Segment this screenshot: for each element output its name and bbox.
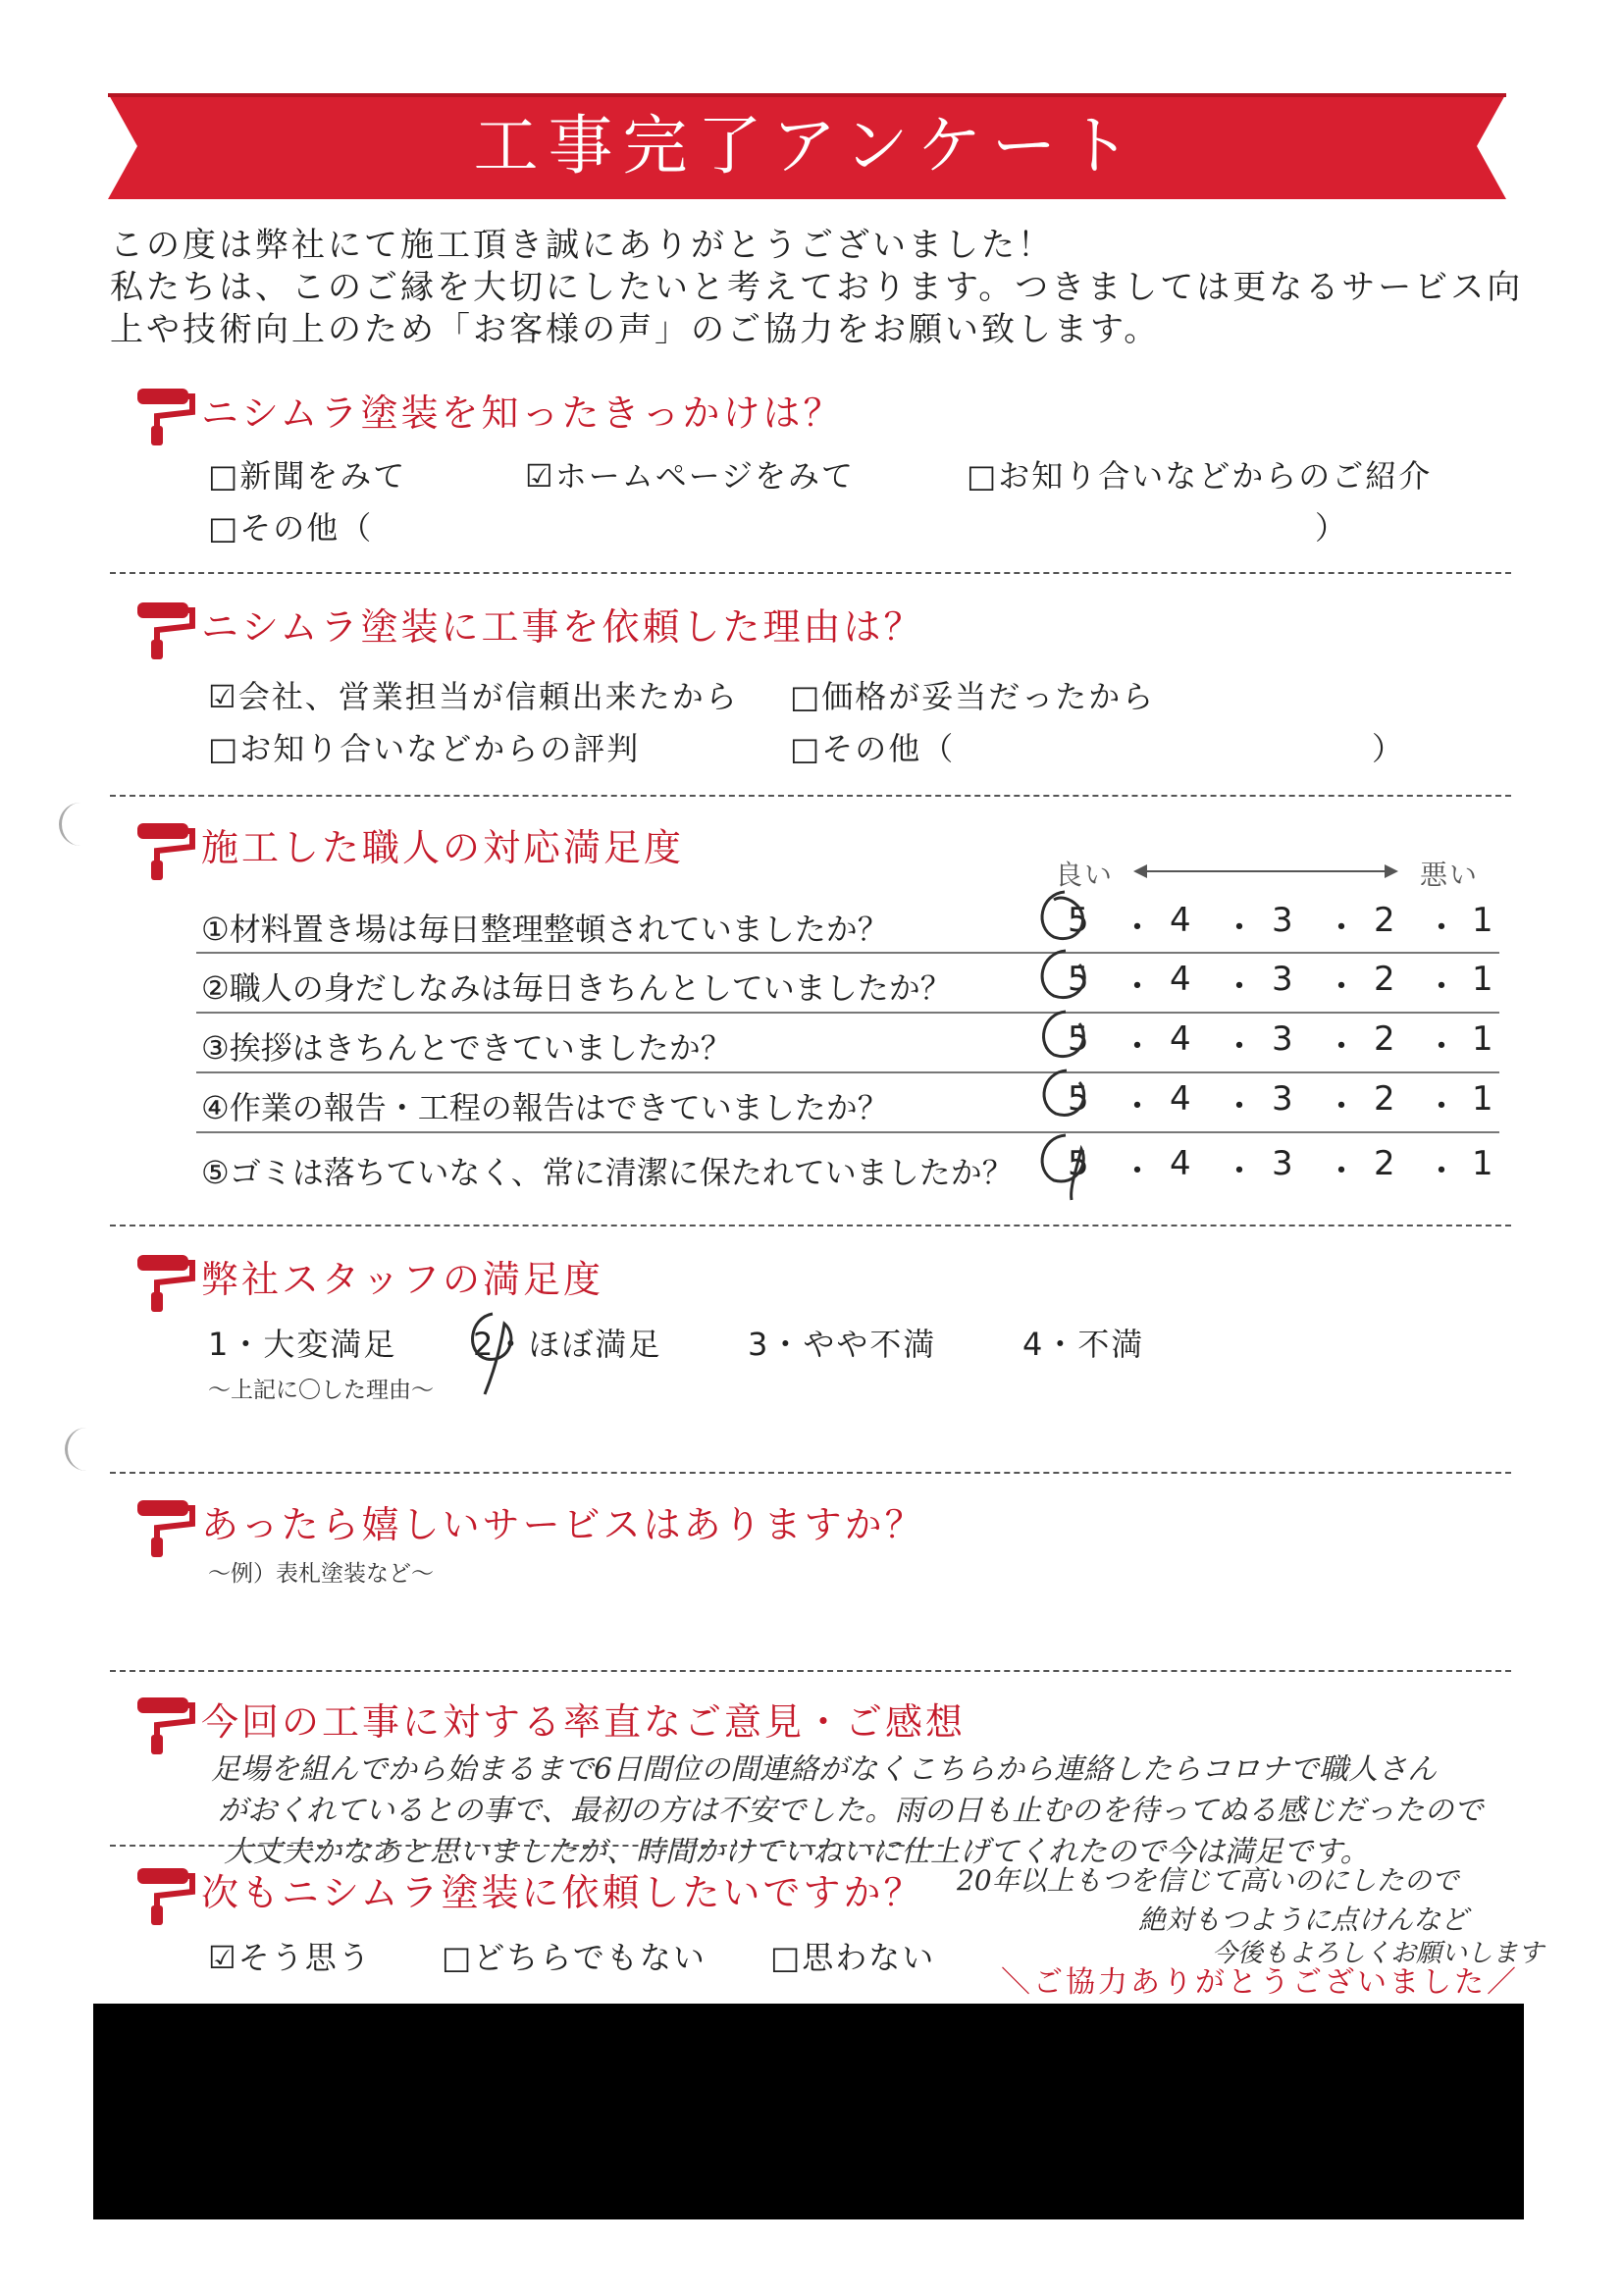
option-price[interactable]: □価格が妥当だったから [790, 678, 1156, 715]
scale-separator: ・ [1325, 1087, 1366, 1126]
intro-line-3: 上や技術向上のため「お客様の声」のご協力をお願い致します。 [110, 310, 1161, 349]
option-homepage[interactable]: ☑ホームページをみて [525, 457, 856, 495]
scale-separator: ・ [1121, 909, 1162, 948]
scale-option-q2-5[interactable]: 5 [1068, 960, 1097, 999]
scale-option-q4-1[interactable]: 1 [1472, 1079, 1501, 1119]
scale-separator: ・ [1223, 1152, 1264, 1191]
scale-separator: ・ [1425, 1087, 1466, 1126]
scale-option-q2-4[interactable]: 4 [1170, 960, 1199, 999]
thanks-message: ＼ご協力ありがとうございました／ [1001, 1965, 1519, 2000]
question-row-line [196, 1012, 1499, 1014]
paint-roller-icon [135, 1864, 196, 1927]
section-divider [110, 1225, 1511, 1226]
paint-roller-icon [135, 1694, 196, 1756]
scale-separator: ・ [1223, 967, 1264, 1007]
option-other[interactable]: □その他（ [790, 730, 956, 767]
scale-separator: ・ [1223, 1027, 1264, 1067]
section-divider [110, 1670, 1511, 1672]
scale-separator: ・ [1325, 967, 1366, 1007]
section-title-opinion: 今回の工事に対する率直なご意見・ご感想 [201, 1700, 967, 1744]
scale-separator: ・ [1121, 1087, 1162, 1126]
question-row-line [196, 952, 1499, 954]
scale-separator: ・ [1121, 1152, 1162, 1191]
question-2: ②職人の身だしなみは毎日きちんとしていましたか？ [201, 969, 952, 1007]
service-example: ～例）表札塗装など～ [208, 1561, 434, 1587]
scale-separator: ・ [1121, 1027, 1162, 1067]
option-trust[interactable]: ☑会社、営業担当が信頼出来たから [208, 678, 739, 715]
scale-option-q4-4[interactable]: 4 [1170, 1079, 1199, 1119]
paint-roller-icon [135, 1496, 196, 1559]
handwritten-line-2: がおくれているとの事で、最初の方は不安でした。雨の日も止むのを待ってぬる感じだったので [218, 1794, 1484, 1828]
section-divider [110, 1472, 1511, 1474]
scale-option-q2-1[interactable]: 1 [1472, 960, 1501, 999]
scale-separator: ・ [1425, 1152, 1466, 1191]
checked-box-icon: ☑ [208, 678, 238, 715]
intro-line-1: この度は弊社にて施工頂き誠にありがとうございました！ [110, 226, 1054, 265]
scale-option-q1-3[interactable]: 3 [1272, 901, 1301, 940]
checked-box-icon: ☑ [525, 457, 555, 495]
section-title-reason: ニシムラ塗装に工事を依頼した理由は？ [201, 605, 924, 649]
question-1: ①材料置き場は毎日整理整頓されていましたか？ [201, 911, 889, 948]
handwritten-line-6: 今後もよろしくお願いします [1212, 1939, 1544, 1968]
staff-option-1[interactable]: 1・大変満足 [208, 1326, 397, 1363]
paint-roller-icon [135, 599, 196, 661]
option-yes[interactable]: ☑そう思う [208, 1939, 372, 1976]
question-row-line [196, 1131, 1499, 1133]
handwritten-line-5: 絶対もつように点けんなど [1138, 1904, 1469, 1936]
handwritten-line-3: 大丈夫かなあと思いましたが、時間かけていねいに仕上げてくれたので今は満足です。 [224, 1835, 1370, 1869]
section-divider [110, 572, 1511, 574]
handwritten-line-4: 20年以上もつを信じて高いのにしたので [957, 1864, 1459, 1897]
scale-good-label: 良い [1055, 859, 1115, 891]
section-title-craftsman: 施工した職人の対応満足度 [201, 826, 685, 869]
staff-option-4[interactable]: 4・不満 [1022, 1326, 1145, 1363]
section-divider [110, 1845, 944, 1847]
scale-separator: ・ [1325, 1027, 1366, 1067]
handwritten-line-1: 足場を組んでから始まるまで6日間位の間連絡がなくこちらから連絡したらコロナで職人さん [211, 1752, 1438, 1787]
scale-option-q4-3[interactable]: 3 [1272, 1079, 1301, 1119]
intro-line-2: 私たちは、このご縁を大切にしたいと考えております。つきましては更なるサービス向 [110, 268, 1524, 307]
scale-option-q5-1[interactable]: 1 [1472, 1144, 1501, 1183]
staff-reason-label: ～上記に〇した理由～ [208, 1378, 434, 1403]
punch-hole-mark [65, 1428, 89, 1471]
scale-option-q5-3[interactable]: 3 [1272, 1144, 1301, 1183]
scale-arrow-icon [1133, 860, 1398, 883]
option-other-close: ） [1372, 730, 1406, 767]
scale-separator: ・ [1121, 967, 1162, 1007]
scale-option-q5-4[interactable]: 4 [1170, 1144, 1199, 1183]
staff-option-2[interactable]: 2・ほぼ満足 [473, 1326, 662, 1363]
option-no[interactable]: □思わない [770, 1939, 936, 1976]
scale-option-q3-1[interactable]: 1 [1472, 1019, 1501, 1059]
option-newspaper[interactable]: □新聞をみて [208, 457, 407, 495]
scale-option-q1-4[interactable]: 4 [1170, 901, 1199, 940]
section-title-trigger: ニシムラ塗装を知ったきっかけは？ [201, 391, 844, 435]
scale-option-q3-3[interactable]: 3 [1272, 1019, 1301, 1059]
option-other-close: ） [1315, 509, 1349, 547]
option-neutral[interactable]: □どちらでもない [442, 1939, 707, 1976]
scale-option-q4-5[interactable]: 5 [1068, 1079, 1097, 1119]
paint-roller-icon [135, 819, 196, 882]
scale-option-q1-1[interactable]: 1 [1472, 901, 1501, 940]
scale-separator: ・ [1223, 909, 1264, 948]
page-title: 工事完了アンケート [473, 108, 1141, 183]
scale-option-q1-2[interactable]: 2 [1374, 901, 1403, 940]
handwritten-circle [461, 1310, 520, 1398]
scale-option-q2-2[interactable]: 2 [1374, 960, 1403, 999]
scale-option-q2-3[interactable]: 3 [1272, 960, 1301, 999]
scale-separator: ・ [1425, 909, 1466, 948]
scale-option-q5-5[interactable]: 5 [1068, 1144, 1097, 1183]
option-reputation[interactable]: □お知り合いなどからの評判 [208, 730, 641, 767]
scale-option-q3-5[interactable]: 5 [1068, 1019, 1097, 1059]
handwritten-circles [1021, 888, 1109, 1202]
question-4: ④作業の報告・工程の報告はできていましたか？ [201, 1089, 889, 1126]
question-3: ③挨拶はきちんとできていましたか？ [201, 1029, 732, 1067]
scale-separator: ・ [1425, 967, 1466, 1007]
option-referral[interactable]: □お知り合いなどからのご紹介 [967, 457, 1433, 495]
question-row-line [196, 1071, 1499, 1073]
scale-option-q4-2[interactable]: 2 [1374, 1079, 1403, 1119]
scale-separator: ・ [1223, 1087, 1264, 1126]
paint-roller-icon [135, 385, 196, 447]
staff-option-3[interactable]: 3・やや不満 [748, 1326, 937, 1363]
scale-option-q1-5[interactable]: 5 [1068, 901, 1097, 940]
option-other[interactable]: □その他（ [208, 509, 374, 547]
redacted-block [93, 2004, 1524, 2219]
section-title-staff: 弊社スタッフの満足度 [201, 1258, 604, 1301]
scale-bad-label: 悪い [1420, 859, 1480, 891]
section-title-again: 次もニシムラ塗装に依頼したいですか？ [201, 1871, 924, 1914]
section-divider [110, 795, 1511, 797]
scale-option-q3-2[interactable]: 2 [1374, 1019, 1403, 1059]
punch-hole-mark [59, 803, 83, 846]
scale-separator: ・ [1425, 1027, 1466, 1067]
checked-box-icon: ☑ [208, 1939, 238, 1976]
scale-separator: ・ [1325, 1152, 1366, 1191]
scale-option-q5-2[interactable]: 2 [1374, 1144, 1403, 1183]
scale-option-q3-4[interactable]: 4 [1170, 1019, 1199, 1059]
question-5: ⑤ゴミは落ちていなく、常に清潔に保たれていましたか？ [201, 1154, 1014, 1191]
section-title-service: あったら嬉しいサービスはありますか？ [201, 1503, 925, 1546]
scale-separator: ・ [1325, 909, 1366, 948]
paint-roller-icon [135, 1251, 196, 1314]
